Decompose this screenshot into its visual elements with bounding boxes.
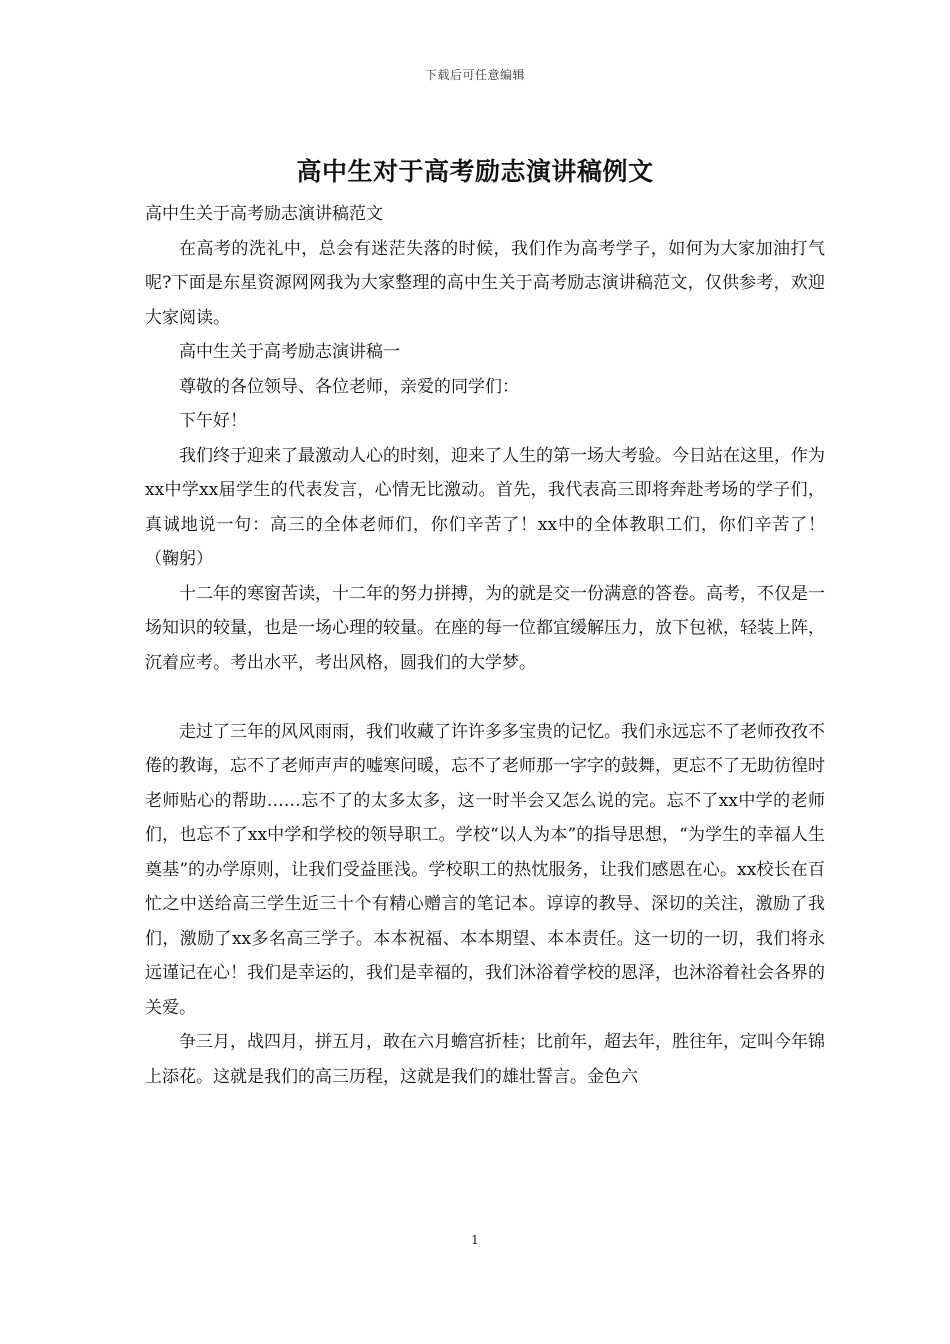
paragraph-salutation: 尊敬的各位领导、各位老师，亲爱的同学们：: [179, 376, 519, 397]
paragraph-body-1: 我们终于迎来了最激动人心的时刻，迎来了人生的第一场大考验。今日站在这里，作为xx中学xx届学生的代表发言，心情无比激动。首先，我代表高三即将奔赴考场的学子们，真诚地说一句：高三的全体老师们，你们辛苦了！xx中的全体教职工们，你们辛苦了！（鞠躬）: [145, 445, 825, 569]
page-header-note: 下载后可任意编辑: [424, 68, 525, 82]
paragraph-body-2: 十二年的寒窗苦读，十二年的努力拼搏，为的就是交一份满意的答卷。高考，不仅是一场知识的较量，也是一场心理的较量。在座的每一位都宜缓解压力，放下包袱，轻装上阵，沉着应考。考出水平，考出风格，圆我们的大学梦。: [145, 583, 825, 673]
document-subtitle: 高中生关于高考励志演讲稿范文: [145, 204, 383, 224]
document-title: 高中生对于高考励志演讲稿例文: [296, 157, 654, 186]
document-body: [145, 197, 825, 1094]
paragraph-greeting: 下午好！: [179, 411, 247, 431]
paragraph-speech-heading: 高中生关于高考励志演讲稿一: [179, 342, 400, 362]
paragraph-intro: 在高考的洗礼中，总会有迷茫失落的时候，我们作为高考学子，如何为大家加油打气呢?下面是东星资源网网我为大家整理的高中生关于高考励志演讲稿范文，仅供参考，欢迎大家阅读。: [145, 238, 825, 328]
page-number: 1: [471, 1233, 479, 1247]
paragraph-spacer: [145, 680, 825, 715]
paragraph-body-4: 争三月，战四月，拼五月，敢在六月蟾宫折桂；比前年，超去年，胜往年，定叫今年锦上添花。这就是我们的高三历程，这就是我们的雄壮誓言。金色六: [145, 1032, 825, 1087]
paragraph-body-3: 走过了三年的风风雨雨，我们收藏了许许多多宝贵的记忆。我们永远忘不了老师孜孜不倦的教诲，忘不了老师声声的嘘寒问暖，忘不了老师那一字字的鼓舞，更忘不了无助彷徨时老师贴心的帮助……忘不了的太多太多，这一时半会又怎么说的完。忘不了xx中学的老师们，也忘不了xx中学和学校的领导职工。学校“以人为本”的指导思想，“为学生的幸福人生奠基”的办学原则，让我们受益匪浅。学校职工的热忱服务，让我们感恩在心。xx校长在百忙之中送给高三学生近三十个有精心赠言的笔记本。谆谆的教导、深切的关注，激励了我们，激励了xx多名高三学子。本本祝福、本本期望、本本责任。这一切的一切，我们将永远谨记在心！我们是幸运的，我们是幸福的，我们沐浴着学校的恩泽，也沐浴着社会各界的关爱。: [145, 721, 825, 1018]
